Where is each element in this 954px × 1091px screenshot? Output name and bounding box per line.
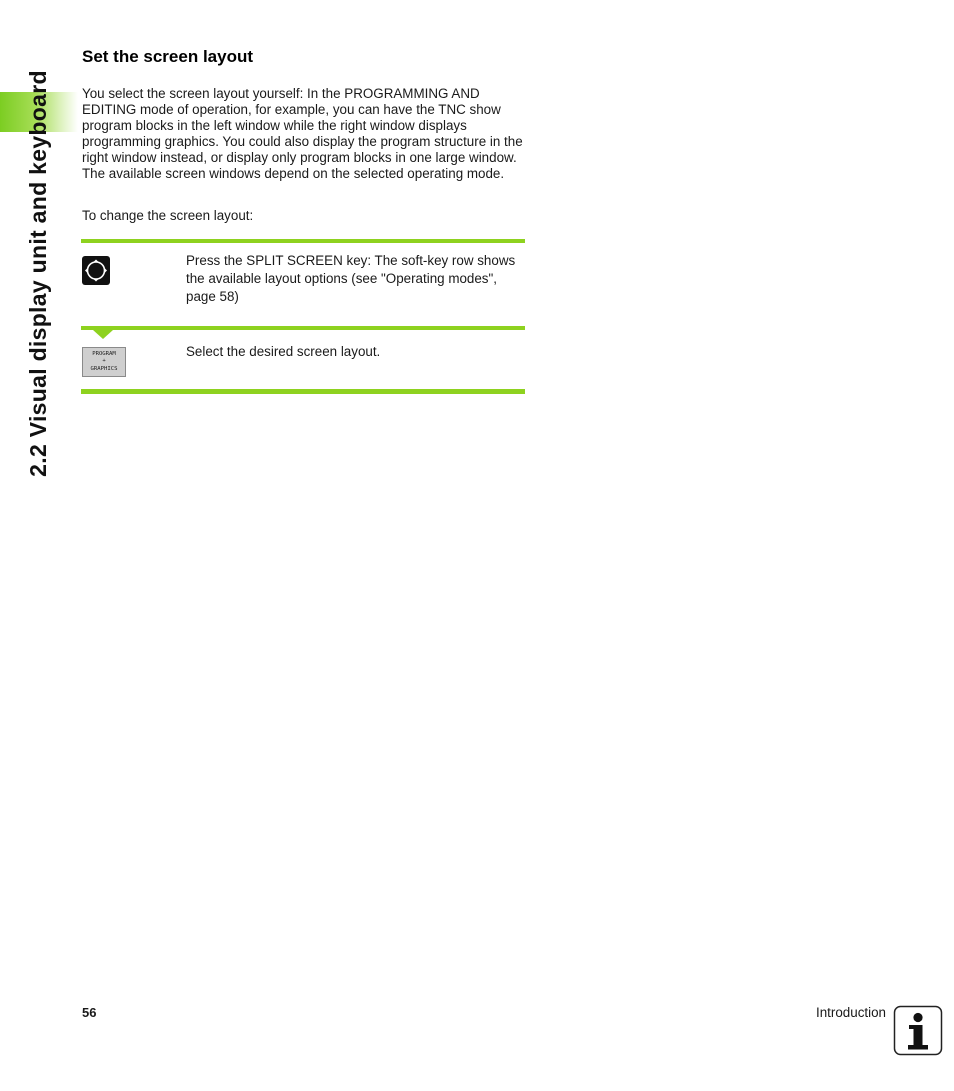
info-icon — [893, 1005, 943, 1056]
page-number: 56 — [82, 1005, 97, 1020]
footer-chapter-name: Introduction — [816, 1005, 886, 1020]
intro-paragraph: You select the screen layout yourself: In the PROGRAMMING AND EDITING mode of operation, for example, you can have the TNC show program blocks in the left window while the right window displays programming graphics. You could also display the program structure in the right window instead, or display only program blocks in one large window. The available screen windows depend on the selected operating mode. — [82, 86, 523, 181]
split-screen-key-icon — [82, 256, 110, 285]
change-layout-label: To change the screen layout: — [82, 208, 254, 223]
chapter-title-text: 2.2 Visual display unit and keyboard — [24, 69, 51, 477]
section-title: Set the screen layout — [82, 47, 254, 66]
step-divider-middle — [81, 326, 525, 330]
softkey-line-3: GRAPHICS — [90, 365, 118, 372]
step-2-text: Select the desired screen layout. — [186, 344, 381, 359]
softkey-line-1: PROGRAM — [92, 351, 116, 357]
chapter-tab-marker — [0, 92, 78, 132]
step-arrow-icon — [93, 330, 113, 339]
step-1-text: Press the SPLIT SCREEN key: The soft-key row shows the available layout options (see "Operating modes", page 58) — [186, 253, 516, 304]
step-divider-top — [81, 239, 525, 243]
program-graphics-softkey — [82, 347, 126, 377]
softkey-line-2: + — [102, 358, 106, 365]
step-divider-bottom — [81, 389, 525, 394]
